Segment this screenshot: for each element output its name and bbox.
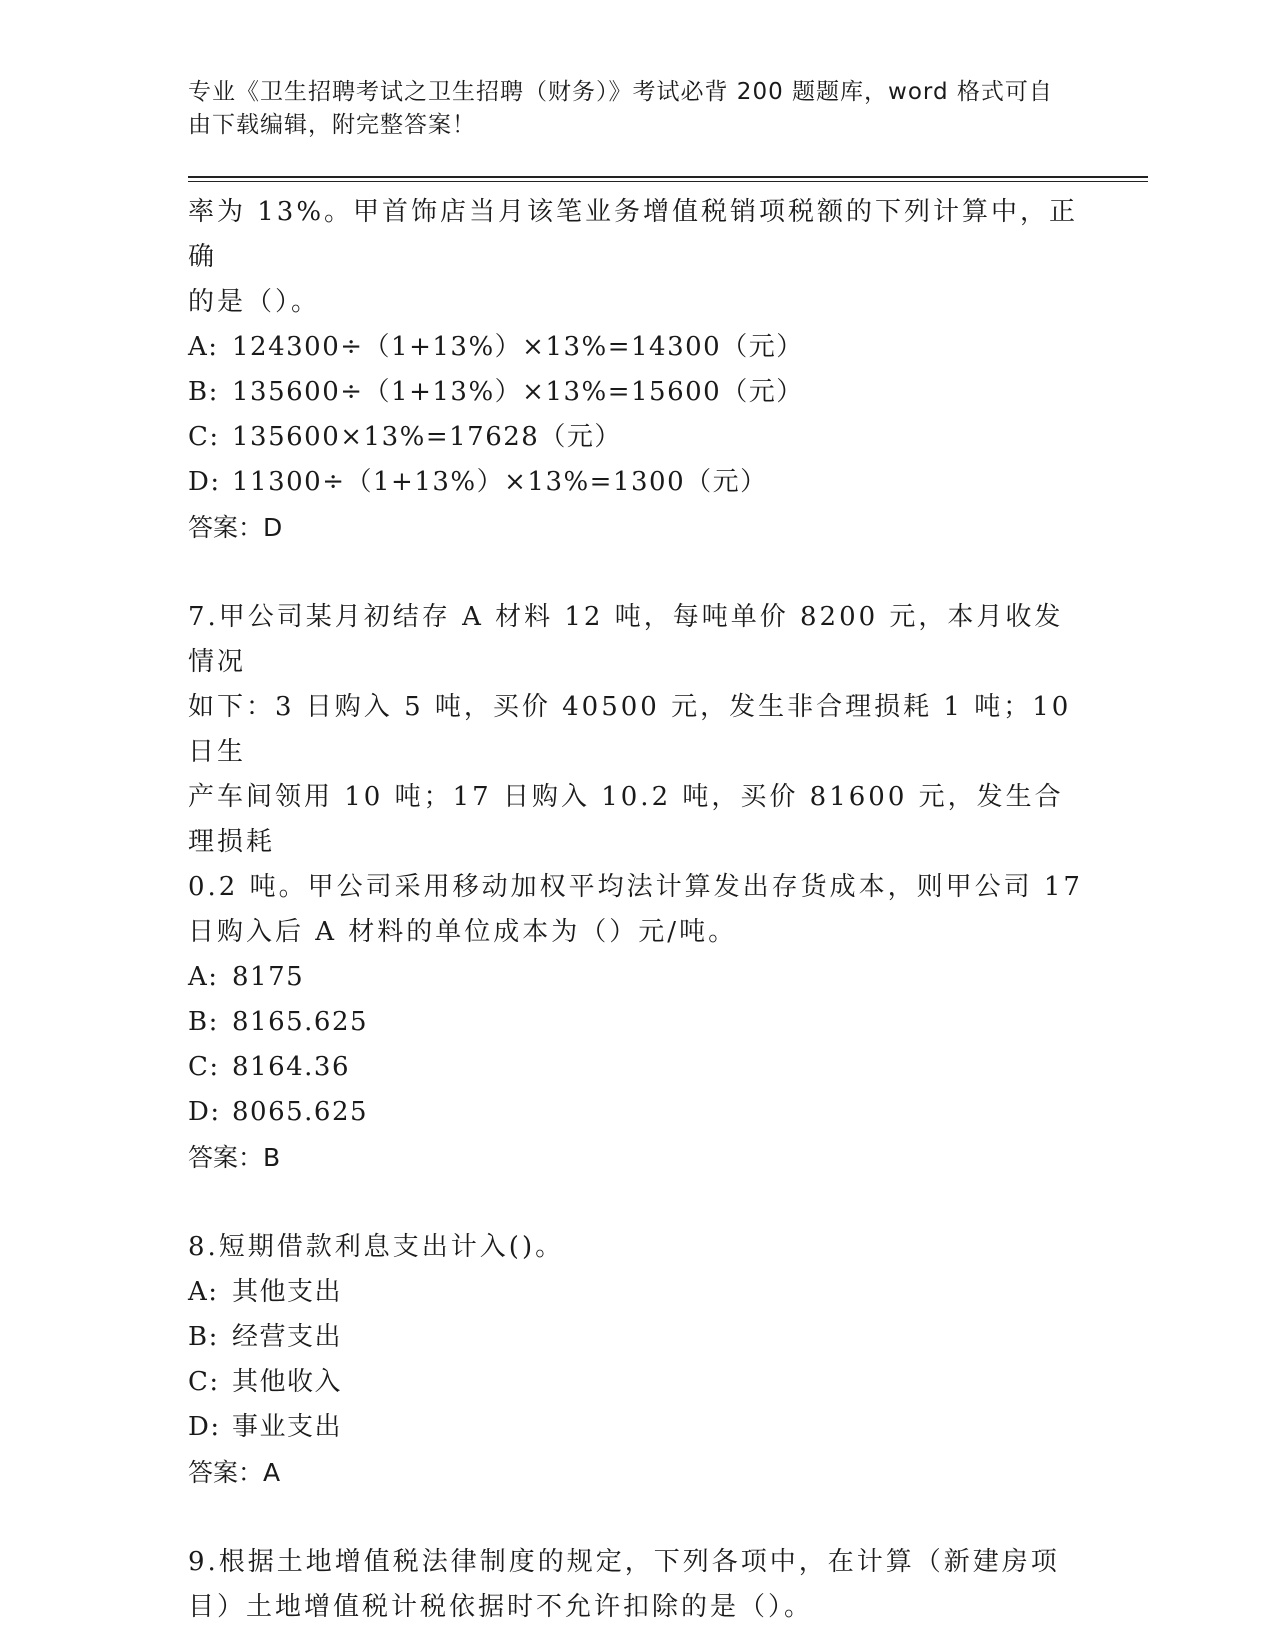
question-6-text-line-2: 的是（）。 xyxy=(188,287,321,317)
question-8-option-b: B: 经营支出 xyxy=(188,1322,343,1352)
question-6-answer: 答案：D xyxy=(188,513,283,542)
question-8-option-c: C: 其他收入 xyxy=(188,1367,343,1397)
question-9-text-line-2: 目）土地增值税计税依据时不允许扣除的是（）。 xyxy=(188,1592,814,1622)
document-body xyxy=(188,190,1088,1630)
question-7-text-line-2: 如下：3 日购入 5 吨，买价 40500 元，发生非合理损耗 1 吨；10 日生 xyxy=(188,692,1072,767)
question-7-text-line-5: 日购入后 A 材料的单位成本为（）元/吨。 xyxy=(188,917,738,947)
question-6-text-line-1: 率为 13%。甲首饰店当月该笔业务增值税销项税额的下列计算中，正确 xyxy=(188,197,1079,272)
question-7-option-b: B: 8165.625 xyxy=(188,1007,369,1037)
question-7-answer: 答案：B xyxy=(188,1143,281,1172)
question-7 xyxy=(188,595,1088,1180)
document-header xyxy=(188,76,1088,142)
question-8-text-line-1: 8.短期借款利息支出计入()。 xyxy=(188,1232,565,1262)
question-7-text-line-3: 产车间领用 10 吨；17 日购入 10.2 吨，买价 81600 元，发生合理损耗 xyxy=(188,782,1064,857)
question-7-option-a: A: 8175 xyxy=(188,962,305,992)
header-line-2: 由下载编辑，附完整答案！ xyxy=(188,112,476,138)
question-8-option-a: A: 其他支出 xyxy=(188,1277,343,1307)
question-6-option-d: D: 11300÷（1+13%）×13%=1300（元） xyxy=(188,467,768,497)
question-6-option-c: C: 135600×13%=17628（元） xyxy=(188,422,622,452)
spacer xyxy=(188,550,1088,595)
question-7-option-d: D: 8065.625 xyxy=(188,1097,369,1127)
question-8-answer: 答案：A xyxy=(188,1458,281,1487)
question-7-option-c: C: 8164.36 xyxy=(188,1052,351,1082)
header-divider-thick xyxy=(188,176,1148,178)
question-9-text-line-1: 9.根据土地增值税法律制度的规定，下列各项中，在计算（新建房项 xyxy=(188,1547,1060,1577)
spacer xyxy=(188,1495,1088,1540)
question-6-option-a: A: 124300÷（1+13%）×13%=14300（元） xyxy=(188,332,804,362)
question-7-text-line-4: 0.2 吨。甲公司采用移动加权平均法计算发出存货成本，则甲公司 17 xyxy=(188,872,1083,902)
question-8 xyxy=(188,1225,1088,1495)
question-6-option-b: B: 135600÷（1+13%）×13%=15600（元） xyxy=(188,377,804,407)
question-9 xyxy=(188,1540,1088,1630)
header-line-1: 专业《卫生招聘考试之卫生招聘（财务）》考试必背 200 题题库，word 格式可自 xyxy=(188,79,1053,105)
spacer xyxy=(188,1180,1088,1225)
question-6 xyxy=(188,190,1088,550)
header-divider-thin xyxy=(188,181,1148,182)
question-8-option-d: D: 事业支出 xyxy=(188,1412,343,1442)
question-7-text-line-1: 7.甲公司某月初结存 A 材料 12 吨，每吨单价 8200 元，本月收发情况 xyxy=(188,602,1064,677)
